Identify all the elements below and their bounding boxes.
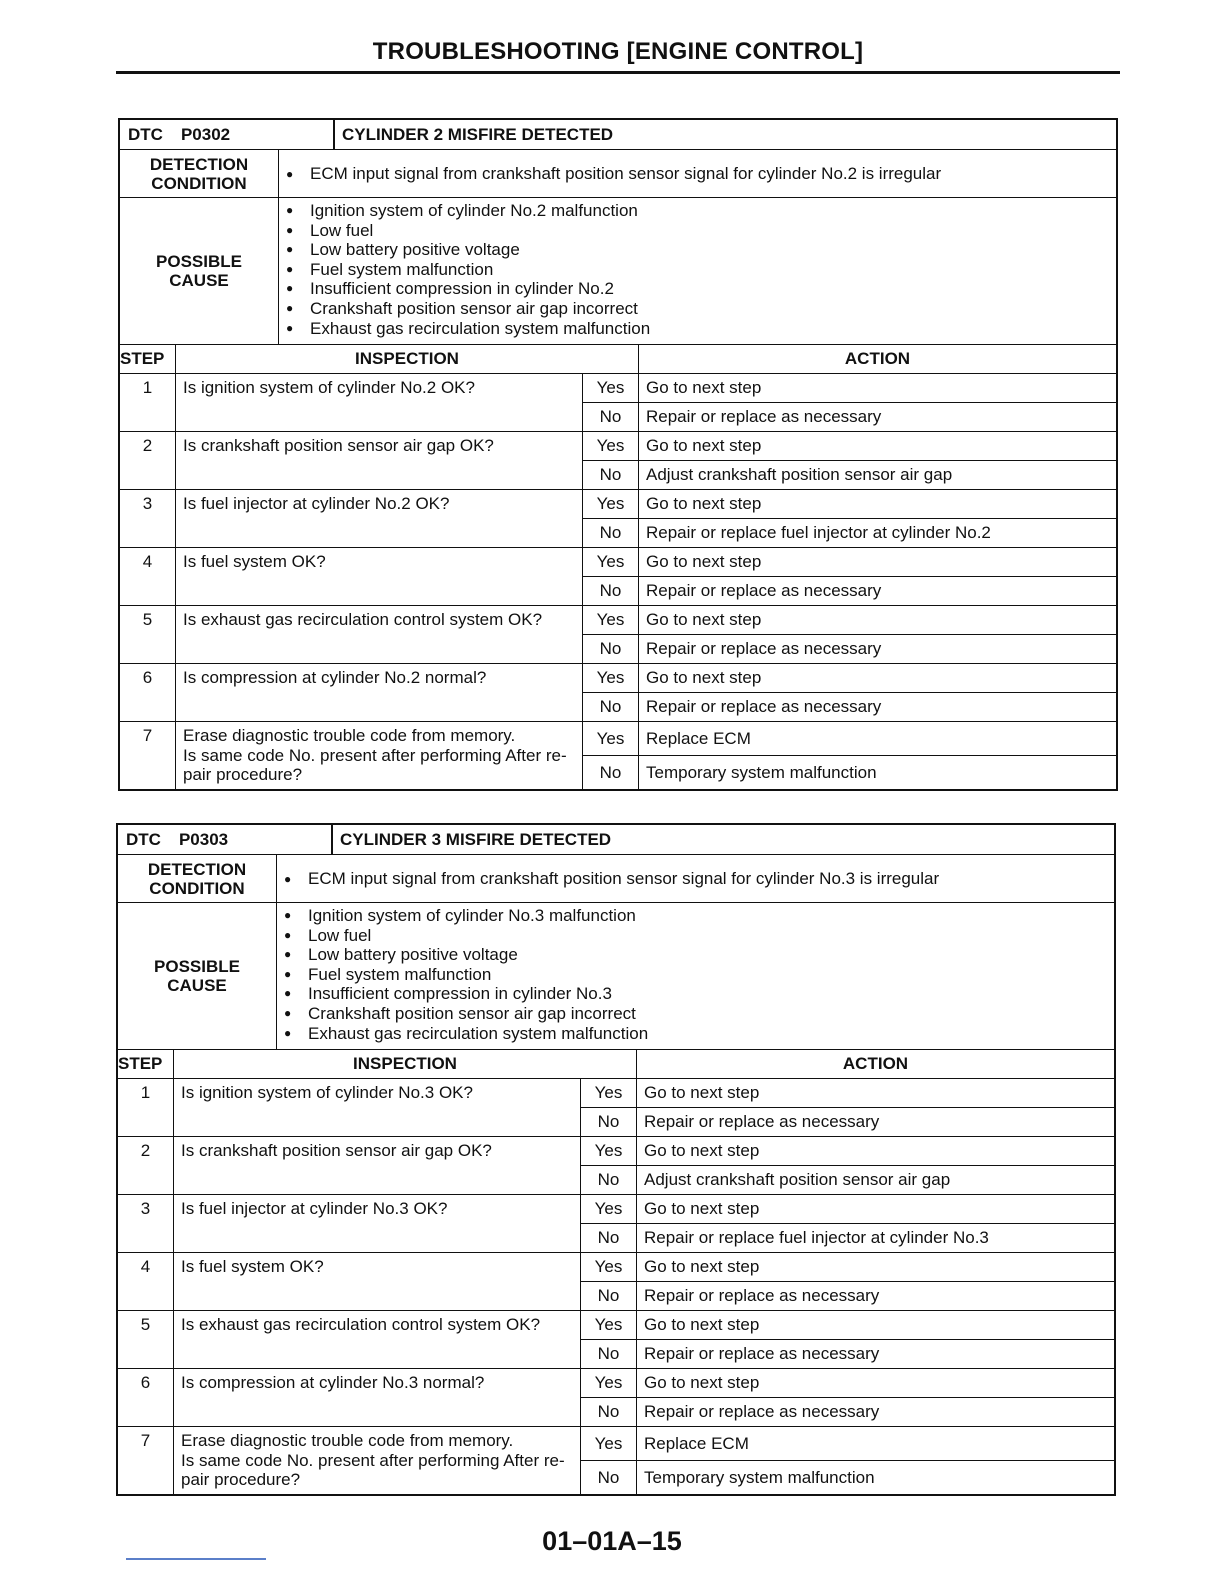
yes-action: Replace ECM xyxy=(637,1427,1115,1461)
step-row xyxy=(118,1195,1114,1224)
detection-label-line2: CONDITION xyxy=(151,173,247,193)
possible-cause-text: Crankshaft position sensor air gap incorrect xyxy=(310,298,638,318)
bullet-icon: ● xyxy=(286,320,294,335)
possible-cause-text: Low battery positive voltage xyxy=(308,945,518,965)
inspection-table xyxy=(120,345,1116,789)
yes-label: Yes xyxy=(581,1253,637,1282)
possible-cause-text: Low fuel xyxy=(308,925,372,945)
no-label: No xyxy=(583,519,639,548)
detection-condition-label xyxy=(118,855,277,902)
step-row xyxy=(118,1369,1114,1398)
possible-label-line2: CAUSE xyxy=(167,976,227,995)
page-number: 01–01A–15 xyxy=(542,1526,682,1556)
yes-action: Go to next step xyxy=(639,432,1117,461)
inspection-line: Erase diagnostic trouble code from memory. xyxy=(183,726,516,745)
no-action: Repair or replace fuel injector at cylinder No.2 xyxy=(639,519,1117,548)
possible-cause-item xyxy=(286,240,1116,260)
bullet-icon: ● xyxy=(284,966,292,981)
inspection-text: Is fuel injector at cylinder No.3 OK? xyxy=(174,1195,581,1253)
step-number: 3 xyxy=(120,490,176,548)
possible-cause-text: Low battery positive voltage xyxy=(310,240,520,260)
possible-cause-text: Exhaust gas recirculation system malfunction xyxy=(308,1023,649,1043)
dtc-code: P0303 xyxy=(178,829,229,849)
inspection-line: Erase diagnostic trouble code from memory. xyxy=(181,1431,514,1450)
inspection-text: Is compression at cylinder No.2 normal? xyxy=(176,664,583,722)
possible-cause-text: Ignition system of cylinder No.2 malfunction xyxy=(310,201,638,220)
title-rule xyxy=(116,71,1120,74)
action-header: ACTION xyxy=(639,345,1117,374)
yes-action: Go to next step xyxy=(639,548,1117,577)
bullet-icon: ● xyxy=(286,242,294,257)
no-action: Repair or replace as necessary xyxy=(639,635,1117,664)
no-label: No xyxy=(581,1166,637,1195)
step-row xyxy=(118,1079,1114,1108)
possible-cause-item xyxy=(284,906,1114,926)
dtc-table-p0303 xyxy=(116,823,1116,1496)
step-number: 1 xyxy=(118,1079,174,1137)
step-number: 4 xyxy=(118,1253,174,1311)
step-number: 5 xyxy=(120,606,176,664)
step-number: 6 xyxy=(120,664,176,722)
possible-cause-item xyxy=(284,965,1114,985)
inspection-text: Is fuel system OK? xyxy=(176,548,583,606)
inspection-text: Is compression at cylinder No.3 normal? xyxy=(174,1369,581,1427)
inspection-line: pair procedure? xyxy=(183,765,303,784)
possible-cause-item xyxy=(286,299,1116,319)
yes-action: Go to next step xyxy=(637,1253,1115,1282)
bullet-icon: ● xyxy=(284,986,292,1001)
yes-action: Go to next step xyxy=(637,1311,1115,1340)
action-header: ACTION xyxy=(637,1050,1115,1079)
possible-cause-item xyxy=(286,221,1116,241)
step-number: 4 xyxy=(120,548,176,606)
possible-cause-list xyxy=(277,903,1114,1049)
no-action: Temporary system malfunction xyxy=(646,762,877,782)
dtc-code-cell xyxy=(118,825,333,854)
possible-cause-item xyxy=(286,279,1116,299)
step-number: 3 xyxy=(118,1195,174,1253)
yes-label: Yes xyxy=(581,1311,637,1340)
dtc-code-cell xyxy=(120,120,335,149)
yes-label: Yes xyxy=(581,1079,637,1108)
no-action: Temporary system malfunction xyxy=(644,1467,875,1487)
dtc-name: CYLINDER 2 MISFIRE DETECTED xyxy=(342,124,614,144)
yes-label: Yes xyxy=(583,490,639,519)
possible-cause-item xyxy=(284,926,1114,946)
inspection-header: INSPECTION xyxy=(176,345,639,374)
possible-cause-label xyxy=(120,198,279,344)
possible-cause-item xyxy=(284,1024,1114,1044)
possible-cause-text: Ignition system of cylinder No.3 malfunction xyxy=(308,906,636,925)
yes-label: Yes xyxy=(583,722,639,756)
step-row xyxy=(118,1311,1114,1340)
possible-cause-text: Crankshaft position sensor air gap incorrect xyxy=(308,1003,636,1023)
possible-cause-text: Insufficient compression in cylinder No.2 xyxy=(310,279,614,299)
step-row xyxy=(118,1253,1114,1282)
yes-label: Yes xyxy=(583,548,639,577)
yes-action: Go to next step xyxy=(639,606,1117,635)
inspection-text xyxy=(174,1427,581,1495)
step-row xyxy=(120,432,1116,461)
inspection-text: Is crankshaft position sensor air gap OK? xyxy=(176,432,583,490)
yes-action: Go to next step xyxy=(639,490,1117,519)
possible-cause-item xyxy=(284,1004,1114,1024)
dtc-header xyxy=(120,120,1116,150)
step-number: 6 xyxy=(118,1369,174,1427)
detection-label-line1: DETECTION xyxy=(147,859,247,879)
no-label: No xyxy=(581,1224,637,1253)
possible-cause-row xyxy=(120,198,1116,345)
possible-cause-list xyxy=(279,198,1116,344)
detection-condition-row xyxy=(118,855,1114,903)
inspection-line: Is same code No. present after performing After re- xyxy=(181,1450,565,1470)
no-label: No xyxy=(581,1398,637,1427)
yes-label: Yes xyxy=(581,1369,637,1398)
bullet-icon: ● xyxy=(284,908,292,922)
possible-cause-item xyxy=(286,260,1116,280)
no-label: No xyxy=(583,693,639,722)
possible-cause-item xyxy=(284,945,1114,965)
step-row xyxy=(118,1137,1114,1166)
step-row xyxy=(120,664,1116,693)
no-label: No xyxy=(581,1461,637,1495)
step-row xyxy=(120,722,1116,756)
no-action: Repair or replace as necessary xyxy=(639,403,1117,432)
bullet-icon: ● xyxy=(286,300,294,315)
possible-cause-item xyxy=(286,319,1116,339)
possible-cause-label xyxy=(118,903,277,1049)
inspection-text: Is ignition system of cylinder No.3 OK? xyxy=(174,1079,581,1137)
bullet-icon: ● xyxy=(286,281,294,296)
step-number: 2 xyxy=(118,1137,174,1195)
inspection-text: Is fuel system OK? xyxy=(174,1253,581,1311)
possible-label-line1: POSSIBLE xyxy=(156,252,242,271)
detection-label-line2: CONDITION xyxy=(149,878,245,898)
inspection-text: Is crankshaft position sensor air gap OK? xyxy=(174,1137,581,1195)
dtc-code: P0302 xyxy=(180,124,231,144)
detection-condition-row xyxy=(120,150,1116,198)
bullet-icon: ● xyxy=(284,1005,292,1020)
possible-cause-item xyxy=(284,984,1114,1004)
yes-label: Yes xyxy=(583,432,639,461)
page-title: TROUBLESHOOTING [ENGINE CONTROL] xyxy=(372,38,864,65)
yes-action: Go to next step xyxy=(639,374,1117,403)
footer-link-underline xyxy=(126,1558,266,1560)
no-label: No xyxy=(581,1282,637,1311)
no-action: Repair or replace as necessary xyxy=(637,1340,1115,1369)
detection-condition-text xyxy=(279,150,1116,197)
no-label: No xyxy=(583,635,639,664)
detection-text: ECM input signal from crankshaft position sensor signal for cylinder No.3 is irregular xyxy=(308,868,940,888)
no-action: Repair or replace fuel injector at cylinder No.3 xyxy=(637,1224,1115,1253)
yes-label: Yes xyxy=(583,374,639,403)
inspection-line: Is same code No. present after performing After re- xyxy=(183,745,567,765)
inspection-line: pair procedure? xyxy=(181,1470,301,1489)
dtc-label: DTC xyxy=(128,124,163,144)
bullet-icon: ● xyxy=(284,1025,292,1040)
yes-action: Go to next step xyxy=(637,1195,1115,1224)
no-action: Repair or replace as necessary xyxy=(639,693,1117,722)
yes-action: Go to next step xyxy=(637,1079,1115,1108)
detection-label-line1: DETECTION xyxy=(149,154,249,174)
yes-label: Yes xyxy=(583,606,639,635)
yes-label: Yes xyxy=(583,664,639,693)
dtc-table-p0302 xyxy=(118,118,1118,791)
possible-cause-text: Fuel system malfunction xyxy=(308,964,492,984)
step-number: 5 xyxy=(118,1311,174,1369)
step-number: 2 xyxy=(120,432,176,490)
possible-cause-row xyxy=(118,903,1114,1050)
bullet-icon: ● xyxy=(286,166,294,181)
step-header: STEP xyxy=(118,1050,174,1079)
bullet-icon: ● xyxy=(284,927,292,942)
bullet-icon: ● xyxy=(284,947,292,962)
possible-cause-text: Fuel system malfunction xyxy=(310,259,494,279)
yes-label: Yes xyxy=(581,1427,637,1461)
bullet-icon: ● xyxy=(286,222,294,237)
bullet-icon: ● xyxy=(284,871,292,886)
no-label: No xyxy=(581,1108,637,1137)
step-number: 1 xyxy=(120,374,176,432)
step-number: 7 xyxy=(118,1427,174,1495)
possible-label-line2: CAUSE xyxy=(169,271,229,290)
possible-cause-item xyxy=(286,201,1116,221)
no-label: No xyxy=(583,403,639,432)
no-label: No xyxy=(583,577,639,606)
yes-label: Yes xyxy=(581,1195,637,1224)
bullet-icon: ● xyxy=(286,261,294,276)
possible-label-line1: POSSIBLE xyxy=(154,957,240,976)
yes-action: Replace ECM xyxy=(639,722,1117,756)
inspection-table xyxy=(118,1050,1114,1494)
dtc-label: DTC xyxy=(126,829,161,849)
inspection-text: Is ignition system of cylinder No.2 OK? xyxy=(176,374,583,432)
possible-cause-text: Exhaust gas recirculation system malfunction xyxy=(310,318,651,338)
step-row xyxy=(118,1427,1114,1461)
step-row xyxy=(120,374,1116,403)
no-action: Repair or replace as necessary xyxy=(637,1108,1115,1137)
yes-action: Go to next step xyxy=(639,664,1117,693)
possible-cause-text: Low fuel xyxy=(310,220,374,240)
inspection-text: Is fuel injector at cylinder No.2 OK? xyxy=(176,490,583,548)
detection-condition-text xyxy=(277,855,1114,902)
no-action: Repair or replace as necessary xyxy=(637,1282,1115,1311)
inspection-text: Is exhaust gas recirculation control system OK? xyxy=(176,606,583,664)
dtc-header xyxy=(118,825,1114,855)
no-label: No xyxy=(583,756,639,790)
inspection-header: INSPECTION xyxy=(174,1050,637,1079)
no-label: No xyxy=(583,461,639,490)
inspection-text xyxy=(176,722,583,790)
dtc-name: CYLINDER 3 MISFIRE DETECTED xyxy=(340,829,612,849)
step-row xyxy=(120,490,1116,519)
detection-condition-label xyxy=(120,150,279,197)
step-header: STEP xyxy=(120,345,176,374)
yes-action: Go to next step xyxy=(637,1137,1115,1166)
no-action: Adjust crankshaft position sensor air gap xyxy=(639,461,1117,490)
no-action: Adjust crankshaft position sensor air gap xyxy=(637,1166,1115,1195)
step-number: 7 xyxy=(120,722,176,790)
yes-label: Yes xyxy=(581,1137,637,1166)
step-row xyxy=(120,606,1116,635)
yes-action: Go to next step xyxy=(637,1369,1115,1398)
detection-text: ECM input signal from crankshaft position sensor signal for cylinder No.2 is irregular xyxy=(310,163,942,183)
step-row xyxy=(120,548,1116,577)
inspection-text: Is exhaust gas recirculation control system OK? xyxy=(174,1311,581,1369)
possible-cause-text: Insufficient compression in cylinder No.3 xyxy=(308,984,612,1004)
no-action: Repair or replace as necessary xyxy=(637,1398,1115,1427)
no-action: Repair or replace as necessary xyxy=(639,577,1117,606)
no-label: No xyxy=(581,1340,637,1369)
bullet-icon: ● xyxy=(286,203,294,217)
